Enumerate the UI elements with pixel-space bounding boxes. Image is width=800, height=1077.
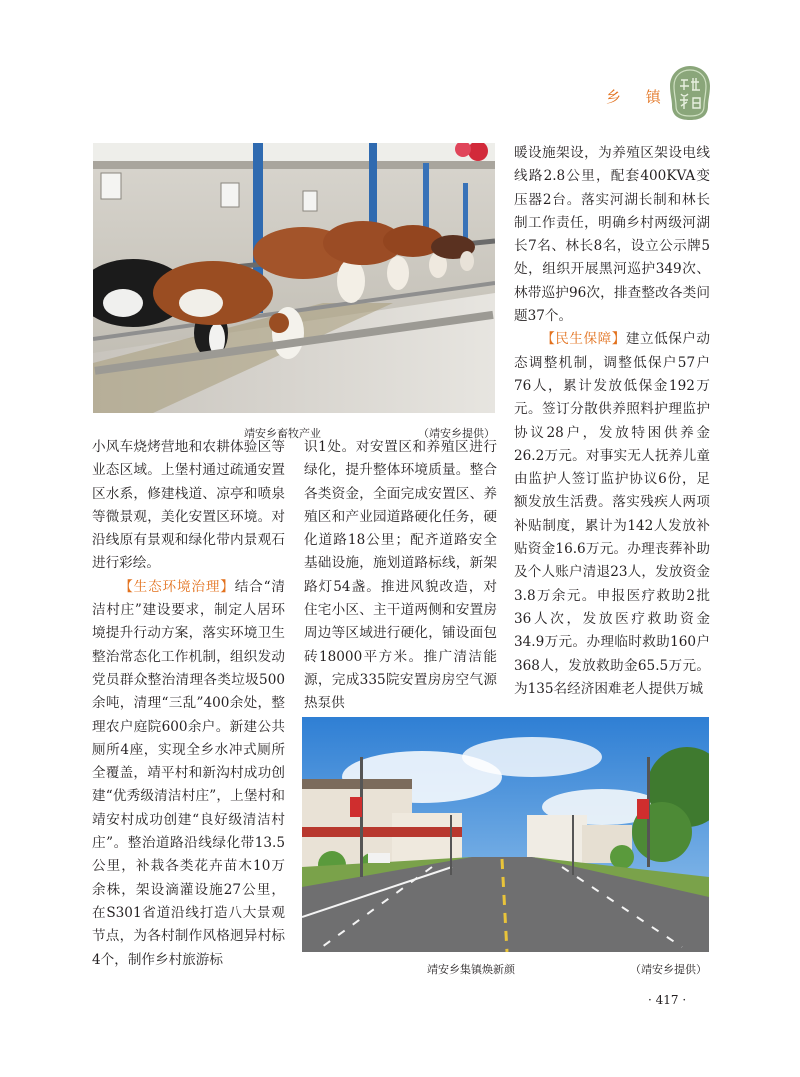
paragraph-village-landscape: 小风车烧烤营地和农耕体验区等业态区域。上堡村通过疏通安置区水系，修建栈道、凉亭和喷泉等微景观，美化安置区环境。对沿线原有景观和绿化带内景观石进行彩绘。	[92, 439, 285, 572]
section-heading-livelihood: 【民生保障】	[541, 331, 626, 348]
town-road-photo	[302, 717, 709, 952]
paragraph-eco-environment	[92, 576, 285, 972]
photo1-caption: 靖安乡畜牧产业	[244, 427, 321, 440]
paragraph-column2: 识1处。对安置区和养殖区进行绿化，提升整体环境质量。整合各类资金，全面完成安置区、养殖区和产业园道路硬化任务，硬化道路18公里；配齐道路安全基础设施，施划道路标线，新架路灯54盏。推进风貌改造，对住宅小区、主干道两侧和安置房周边等区域进行硬化，铺设面包砖18000平方米。推广清洁能源，完成335院安置房房空气源热泵供	[304, 439, 497, 712]
text-column-3	[514, 142, 710, 701]
photo2-credit: （靖安乡提供）	[630, 963, 707, 976]
paragraph-livelihood	[514, 328, 710, 701]
section-heading-eco: 【生态环境治理】	[119, 578, 235, 595]
paragraph-eco-body: 结合“清洁村庄”建设要求，制定人居环境提升行动方案，落实环境卫生整治常态化工作机制，组织发动党员群众整治清理各类垃圾500余吨，清理“三乱”400余处，整理农户庭院600余户。新建公共厕所4座，实现全乡水冲式厕所全覆盖，靖平村和新沟村成功创建“优秀级清洁村庄”，上堡村和靖安村成功创建“良好级清洁村庄”。整治道路沿线绿化带13.5公里，补栽各类花卉苗木10万余株，架设滴灌设施27公里，在S301省道沿线打造八大景观节点，为各村制作风格迥异村标4个，制作乡村旅游标	[92, 578, 286, 968]
text-column-1	[92, 436, 285, 972]
page-number: · 417 ·	[648, 993, 687, 1007]
section-label: 乡 镇	[606, 88, 671, 106]
cattle-barn-photo	[93, 143, 495, 413]
text-column-2	[304, 436, 497, 716]
paragraph-livelihood-body: 建立低保户动态调整机制，调整低保户57户76人，累计发放低保金192万元。签订分散供养照料护理监护协议28户，发放特困供养金26.2万元。对事实无人抚养儿童由监护人签订监护协议6份，足额发放生活费。落实残疾人两项补贴制度，累计为142人发放补贴资金16.6万元。办理丧葬补助及个人账户清退23人，发放资金3.8万余元。申报医疗救助2批36人次，发放医疗救助资金34.9万元。办理临时救助160户368人，发放救助金65.5万元。为135名经济困难老人提供万城	[514, 331, 711, 697]
paragraph-heating-rivers: 暖设施架设，为养殖区架设电线线路2.8公里，配套400KVA变压器2台。落实河湖长制和林长制工作责任，明确乡村两级河湖长7名、林长8名，设立公示牌5处，组织开展黑河巡护349次、林带巡护96次，排查整改各类问题37个。	[514, 145, 710, 325]
photo1-credit: （靖安乡提供）	[418, 427, 495, 440]
seal-stamp-icon	[668, 64, 712, 122]
photo2-caption: 靖安乡集镇焕新颜	[427, 963, 515, 976]
